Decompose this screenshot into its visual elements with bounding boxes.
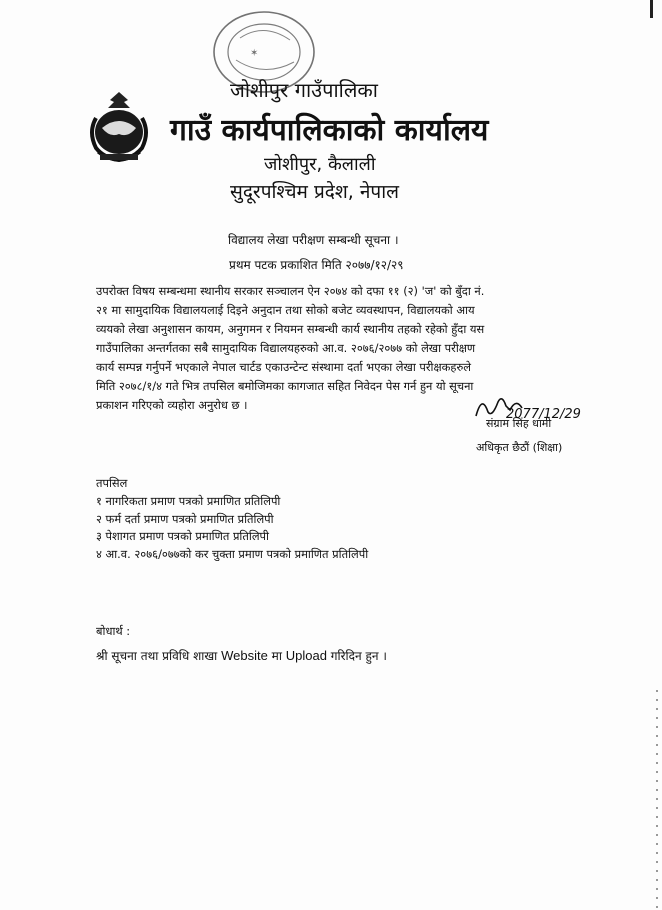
body-line: उपरोक्त विषय सम्बन्धमा स्थानीय सरकार सञ्चालन ऐन २०७४ को दफा ११ (२) 'ज' को बुँदा नं. — [96, 284, 485, 298]
list-item: ३ पेशागत प्रमाण पत्रको प्रमाणित प्रतिलिपी — [96, 529, 269, 543]
body-line: गाउँपालिका अन्तर्गतका सबै सामुदायिक विद्यालयहरुको आ.व. २०७६/२०७७ को लेखा परीक्षण — [96, 341, 476, 355]
list-item: ४ आ.व. २०७६/०७७को कर चुक्ता प्रमाण पत्रको प्रमाणित प्रतिलिपी — [96, 546, 369, 561]
body-line: व्ययको लेखा अनुशासन कायम, अनुगमन र नियमन सम्बन्धी कार्य स्थानीय तहको रहेको हुँदा यस — [96, 322, 485, 336]
notice-subject: विद्यालय लेखा परीक्षण सम्बन्धी सूचना । — [228, 233, 399, 247]
published-date: प्रथम पटक प्रकाशित मिति २०७७/१२/२९ — [229, 258, 404, 272]
body-line: कार्य सम्पन्न गर्नुपर्ने भएकाले नेपाल चार्टड एकाउन्टेन्ट संस्थामा दर्ता भएका लेखा परीक्षकहरुले — [96, 360, 471, 374]
footer-notice-mid: मा — [267, 649, 286, 663]
body-line: प्रकाशन गरिएको व्यहोरा अनुरोध छ । — [96, 398, 248, 412]
office-province: सुदूरपश्चिम प्रदेश, नेपाल — [230, 181, 399, 203]
scan-edge-mark — [650, 0, 653, 18]
footer-notice — [96, 647, 387, 664]
office-title: गाउँ कार्यपालिकाको कार्यालय — [170, 113, 489, 148]
footer-notice-suffix: गरिदिन हुन । — [326, 649, 387, 663]
svg-text:2077/12/29: 2077/12/29 — [506, 407, 581, 422]
document-list — [96, 493, 368, 563]
footer-website: Website — [221, 648, 268, 663]
svg-text:✶: ✶ — [250, 48, 259, 59]
tapsil-heading: तपसिल — [96, 476, 128, 490]
body-line: २१ मा सामुदायिक विद्यालयलाई दिइने अनुदान तथा सोको बजेट व्यवस्थापन, विद्यालयको आय — [96, 303, 475, 317]
nepal-emblem-icon — [84, 88, 154, 168]
footer-notice-prefix: श्री सूचना तथा प्रविधि शाखा — [96, 649, 222, 663]
municipality-name: जोशीपुर गाउँपालिका — [230, 78, 378, 102]
bodharth-label: बोधार्थ : — [96, 624, 131, 638]
body-line: मिति २०७८/१/४ गते भित्र तपसिल बमोजिमका कागजात सहित निवेदन पेस गर्न हुन यो सूचना — [96, 379, 474, 393]
signatory-name: संग्राम सिंह धामी — [486, 417, 552, 430]
scan-edge-dots — [656, 690, 658, 910]
office-location: जोशीपुर, कैलाली — [264, 154, 376, 175]
list-item: २ फर्म दर्ता प्रमाण पत्रको प्रमाणित प्रतिलिपी — [96, 511, 274, 526]
signatory-title: अधिकृत छैठौं (शिक्षा) — [476, 441, 563, 454]
list-item: १ नागरिकता प्रमाण पत्रको प्रमाणित प्रतिलिपी — [96, 494, 281, 508]
footer-upload: Upload — [285, 648, 327, 663]
